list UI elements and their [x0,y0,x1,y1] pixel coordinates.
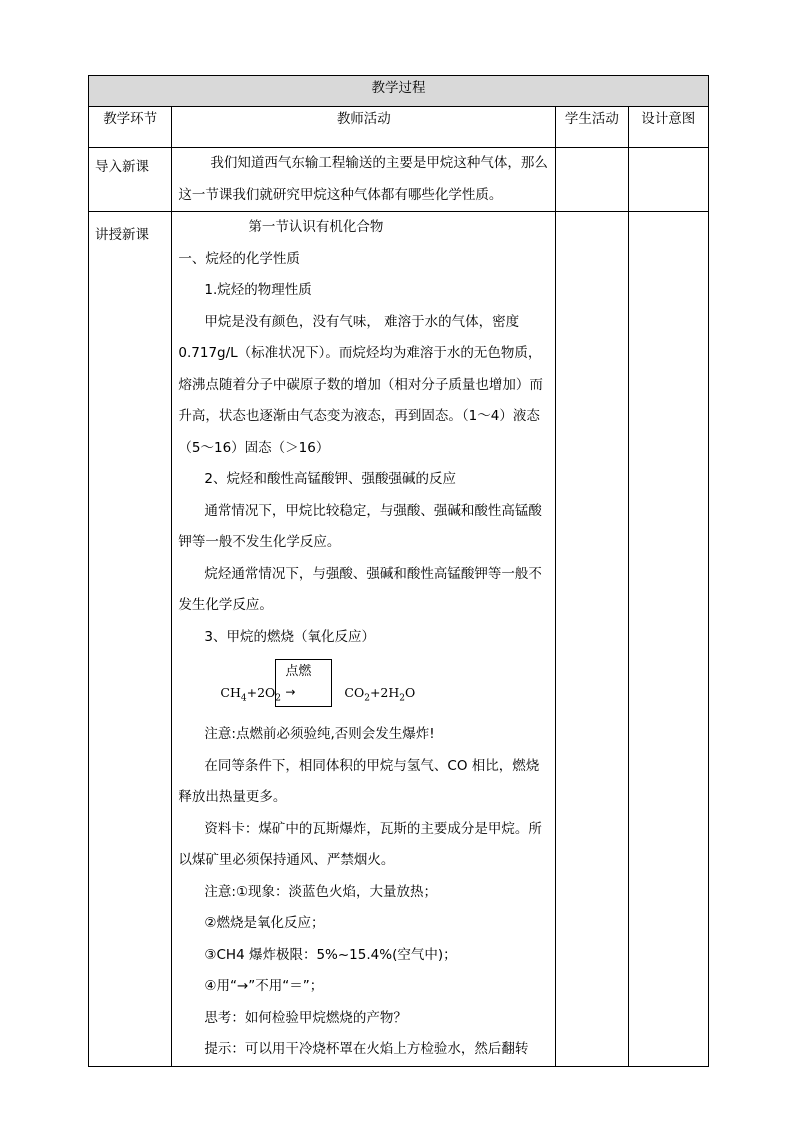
paragraph-stable: 通常情况下，甲烷比较稳定，与强酸、强碱和酸性高锰酸钾等一般不发生化学反应。 [178,502,542,550]
combustion-equation [178,655,550,715]
design-intent-intro [628,148,708,212]
equation-products: $CO_2+2H_2O$ [344,685,416,704]
table-row-lecture [89,212,709,1067]
reaction-condition-box [275,659,332,707]
note-arrow-usage: ④用“→”不用“＝”； [204,978,324,994]
design-intent-lecture [628,212,708,1067]
header-teacher: 教师活动 [172,107,556,148]
stage-intro: 导入新课 [95,159,149,175]
paragraph-physical-a: 甲烷是没有颜色，没有气味， 难溶于水的气体，密度 [204,313,520,330]
reaction-condition: 点燃 [285,664,312,679]
paragraph-info-card: 资料卡：煤矿中的瓦斯爆炸，瓦斯的主要成分是甲烷。所以煤矿里必须保持通风、严禁烟火。 [178,820,542,868]
paragraph-alkane-stable: 烷烃通常情况下，与强酸、强碱和酸性高锰酸钾等一般不发生化学反应。 [178,565,542,613]
paragraph-physical-b: 0.717g/L（标准状况下）。而烷烃均为难溶于水的无色物质，熔沸点随着分子中碳原子数的增加（相对分子质量也增加）而升高，状态也逐渐由气态变为液态，再到固态。（1～4）液态 （5～16）固态（＞16） [178,345,543,456]
note-phenomenon: 注意:①现象：淡蓝色火焰，大量放热； [204,883,438,900]
header-stage: 教学环节 [89,107,172,148]
header-student: 学生活动 [556,107,628,148]
table-header-row [89,107,709,148]
equation-reactants: $CH_4+2O_2$ [220,685,282,704]
paragraph-hint: 提示：可以用干冷烧杯罩在火焰上方检验水，然后翻转 [204,1041,529,1057]
table-row-intro [89,148,709,212]
student-activity-intro [556,148,628,212]
stage-lecture: 讲授新课 [95,227,149,243]
note-purity: 注意:点燃前必须验纯,否则会发生爆炸! [204,726,435,742]
note-explosion-limit: ③CH4 爆炸极限：5%~15.4%(空气中)； [204,946,457,963]
intro-text: 我们知道西气东输工程输送的主要是甲烷这种气体，那么这一节课我们就研究甲烷这种气体都有哪些化学性质。 [178,155,548,203]
heading-combustion: 3、甲烷的燃烧（氧化反应） [204,628,375,645]
paragraph-think: 思考：如何检验甲烷燃烧的产物？ [204,1009,407,1026]
note-oxidation: ②燃烧是氧化反应； [204,915,325,931]
lecture-content [172,212,555,1066]
section-title: 第一节认识有机化合物 [248,219,384,235]
teaching-process-table [88,75,709,1067]
heading-acid-base: 2、烷烃和酸性高锰酸钾、强酸强碱的反应 [204,471,456,487]
paragraph-compare: 在同等条件下，相同体积的甲烷与氢气、CO 相比，燃烧释放出热量更多。 [178,757,540,805]
student-activity-lecture [556,212,628,1067]
heading-alkane-chemistry: 一、烷烃的化学性质 [178,250,300,267]
arrow-icon: → [285,685,296,699]
table-title: 教学过程 [89,76,709,107]
header-intent: 设计意图 [628,107,708,148]
heading-physical: 1.烷烃的物理性质 [204,282,312,298]
table-title-row [89,76,709,107]
